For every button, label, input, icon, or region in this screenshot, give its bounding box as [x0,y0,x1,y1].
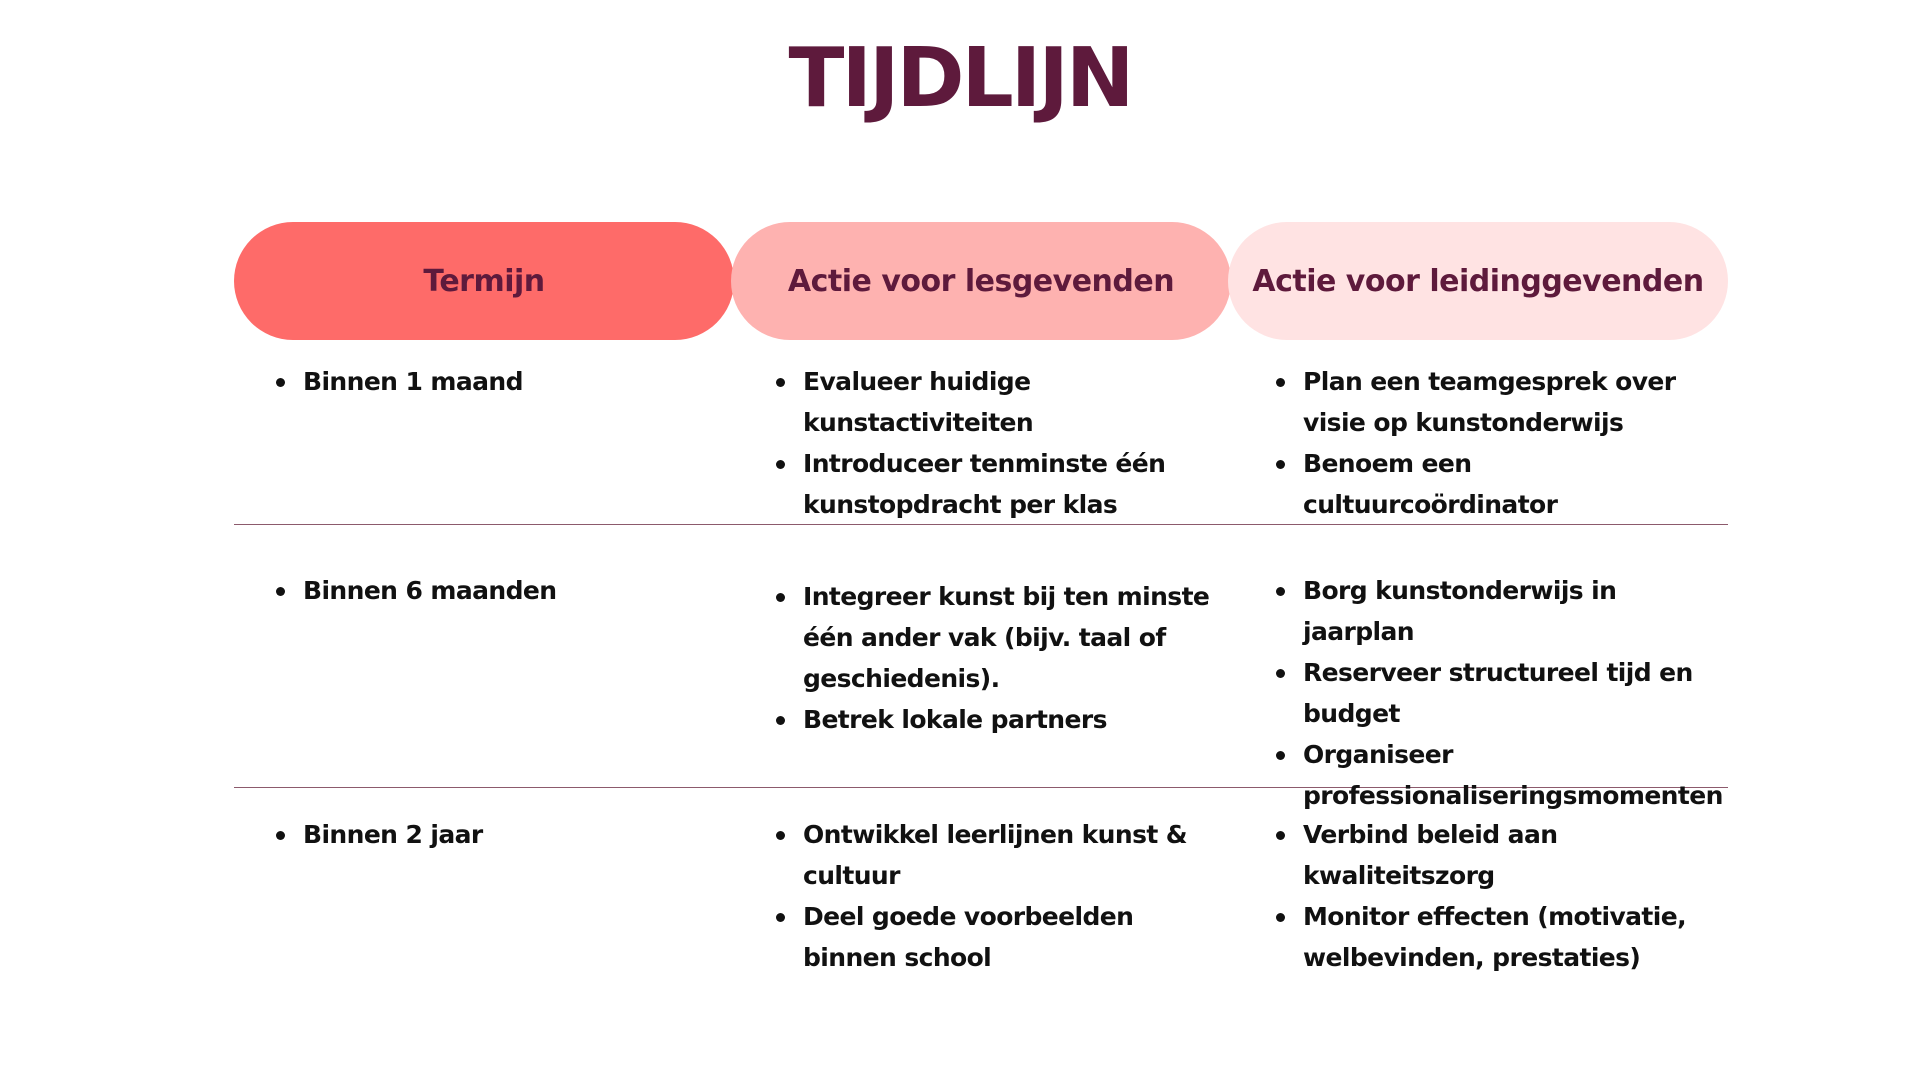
list-item: Organiseer professionaliseringsmomenten [1276,734,1728,816]
leidinggevenden-cell [1230,814,1728,988]
timeline-row-3 [234,788,1728,988]
list-item: Introduceer tenminste één kunstopdracht per klas [776,443,1226,525]
list-item: Betrek lokale partners [776,699,1226,740]
lesgevenden-list [776,576,1226,740]
lesgevenden-list [776,361,1226,525]
timeline-row-2 [234,525,1728,810]
termijn-list [276,814,730,855]
leidinggevenden-list [1276,570,1728,816]
termijn-cell [234,814,730,988]
list-item: Borg kunstonderwijs in jaarplan [1276,570,1728,652]
header-row [234,222,1728,340]
list-item: Reserveer structureel tijd en budget [1276,652,1728,734]
list-item: Deel goede voorbeelden binnen school [776,896,1226,978]
header-actie-lesgevenden: Actie voor lesgevenden [731,222,1231,340]
leidinggevenden-list [1276,361,1728,525]
termijn-list [276,361,730,402]
list-item: Ontwikkel leerlijnen kunst & cultuur [776,814,1226,896]
lesgevenden-cell [730,573,1230,787]
list-item: Plan een teamgesprek over visie op kunstonderwijs [1276,361,1728,443]
list-item: Binnen 6 maanden [276,570,730,611]
page-title: TIJDLIJN [788,31,1132,126]
leidinggevenden-cell [1230,570,1728,810]
lesgevenden-list [776,814,1226,978]
list-item: Binnen 2 jaar [276,814,730,855]
list-item: Evalueer huidige kunstactiviteiten [776,361,1226,443]
termijn-cell [234,361,730,524]
termijn-list [276,570,730,611]
termijn-cell [234,570,730,787]
list-item: Benoem een cultuurcoördinator [1276,443,1728,525]
list-item: Verbind beleid aan kwaliteitszorg [1276,814,1728,896]
leidinggevenden-list [1276,814,1728,978]
header-actie-leidinggevenden: Actie voor leidinggevenden [1228,222,1728,340]
list-item: Integreer kunst bij ten minste één ander vak (bijv. taal of geschiedenis). [776,576,1226,699]
leidinggevenden-cell [1230,361,1728,524]
timeline-table [234,222,1728,988]
lesgevenden-cell [730,361,1230,524]
timeline-row-1 [234,340,1728,524]
lesgevenden-cell [730,814,1230,988]
list-item: Binnen 1 maand [276,361,730,402]
list-item: Monitor effecten (motivatie, welbevinden, prestaties) [1276,896,1728,978]
header-termijn: Termijn [234,222,734,340]
